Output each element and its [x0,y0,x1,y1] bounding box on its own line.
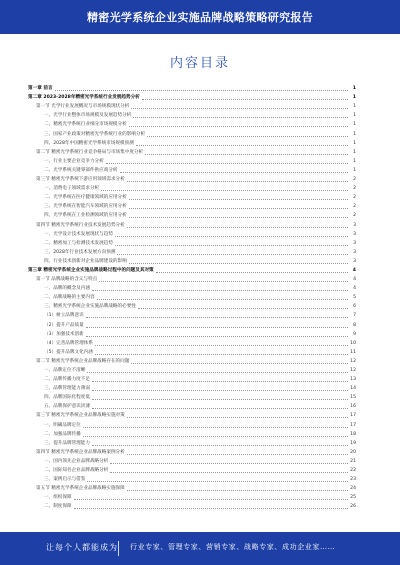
toc-entry[interactable] [28,193,356,202]
toc-leader-dots [99,280,348,282]
toc-page-number: 14 [350,386,356,392]
toc-leader-dots [110,462,348,464]
toc-page-number: 10 [350,340,356,346]
toc-entry[interactable] [28,284,356,293]
toc-entry[interactable] [28,348,356,357]
toc-entry-text: 二、制度保障 [44,504,72,510]
toc-page-number: 2 [353,204,356,210]
toc-entry-text: 三、2028年行业技术发展方向预测 [44,249,116,255]
toc-entry[interactable] [28,129,356,138]
toc-entry-text: （2）提升产品质量 [44,322,84,328]
toc-page-number: 2 [353,186,356,192]
toc-page-number: 1 [353,131,356,137]
toc-entry[interactable] [28,493,356,502]
toc-entry[interactable] [28,266,356,275]
toc-entry[interactable] [28,502,356,511]
toc-entry[interactable] [28,202,356,211]
toc-entry-text: 三、提升品牌管理能力 [44,440,90,446]
toc-leader-dots [92,444,348,446]
toc-page-number: 3 [353,222,356,228]
toc-entry[interactable] [28,220,356,229]
toc-entry-text: 三、光学系统在智能汽车领域的应用分析 [44,204,127,210]
header-bar [0,0,400,34]
toc-leader-dots [74,507,348,509]
toc-leader-dots [115,235,348,237]
toc-entry-text: 第四节 精密光学系统行业技术发展趋势分析 [36,222,125,228]
toc-leader-dots [92,398,348,400]
toc-page-number: 16 [350,404,356,410]
toc-leader-dots [138,307,348,309]
toc-entry-text: 第二节 精密光学系统企业品牌战略存在的问题 [36,358,130,364]
toc-leader-dots [117,253,348,255]
toc-leader-dots [129,262,348,264]
toc-entry-text: 一、国内领先企业品牌战略分析 [44,458,109,464]
toc-leader-dots [86,335,348,337]
toc-leader-dots [131,107,348,109]
toc-page-number: 4 [353,277,356,283]
toc-leader-dots [129,125,348,127]
toc-page-number: 19 [350,440,356,446]
toc-entry-text: 二、国际知名企业品牌战略分析 [44,468,109,474]
toc-leader-dots [92,289,348,291]
toc-entry-text: （3）加强技术创新 [44,331,84,337]
toc-entry-text: 第三章 精密光学系统企业实施品牌战略过程中的问题及其对策 [28,267,154,273]
toc-leader-dots [129,198,348,200]
toc-leader-dots [156,271,348,273]
toc-page-number: 12 [350,368,356,373]
toc-page-number: 1 [352,86,356,92]
toc-entry-text: 三、品牌管理能力薄弱 [44,386,90,392]
toc-entry[interactable] [28,166,356,175]
toc-entry[interactable] [28,430,356,439]
toc-entry-text: 一、光学行业整体市场规模及发展趋势分析 [44,113,132,119]
toc-entry[interactable] [28,457,356,466]
footer-roles: 行业专家、管理专家、营销专家、战略专家、成功企业家…… [130,543,336,551]
toc-page-number: 25 [350,495,356,501]
toc-entry-text: 二、精密光学系统行业细分市场规模分析 [44,122,127,128]
toc-entry-text: 第二节 精密光学系统行业竞争格局与市场集中度分析 [36,149,144,155]
toc-leader-dots [95,344,348,346]
toc-entry[interactable] [28,402,356,411]
toc-entry-text: 第一节 品牌战略的含义与特点 [36,277,98,283]
toc-entry[interactable] [28,293,356,302]
toc-page-number: 3 [353,240,356,246]
toc-entry[interactable] [28,139,356,148]
toc-page-number: 1 [353,149,356,155]
toc-entry-text: 第二章 2023-2028年精密光学系统行业发展趋势分析 [28,95,140,101]
toc-leader-dots [95,353,348,355]
toc-entry-text: 二、品牌传播力度不足 [44,377,90,383]
toc-entry[interactable] [28,84,356,93]
toc-page-number: 1 [353,140,356,146]
toc-page-number: 7 [353,313,356,319]
footer-slogan: 让每个人都能成为 [46,543,118,552]
toc-page-number: 5 [353,295,356,301]
toc-leader-dots [136,144,348,146]
toc-page-number: 12 [350,358,356,364]
toc-entry-text: 一、行业主要企业竞争力分析 [44,158,104,164]
report-title: 精密光学系统企业实施品牌战略策略研究报告 [87,11,313,24]
toc-entry[interactable] [28,420,356,429]
toc-entry[interactable] [28,411,356,420]
toc-page-number: 2 [353,177,356,183]
toc-leader-dots [55,89,348,91]
toc-leader-dots [127,180,348,182]
toc-entry-text: 四、光学系统在工业检测领域的应用分析 [44,213,127,219]
toc-entry-text: （4）完善品牌管理体系 [44,340,93,346]
toc-leader-dots [131,362,348,364]
toc-entry-text: 第三节 精密光学系统企业品牌战略实施对策 [36,413,125,419]
toc-entry[interactable] [28,230,356,239]
toc-entry-text: 四、品牌国际化程度低 [44,395,90,401]
toc-leader-dots [147,135,348,137]
toc-entry-text: 二、品牌战略的主要内容 [44,295,95,301]
toc-entry[interactable] [28,248,356,257]
toc-entry[interactable] [28,384,356,393]
toc-entry[interactable] [28,484,356,493]
toc-entry[interactable] [28,175,356,184]
toc-page-number: 24 [350,486,356,492]
toc-entry[interactable] [28,93,356,102]
toc-page-number: 26 [350,504,356,510]
toc-entry[interactable] [28,239,356,248]
toc-leader-dots [145,153,348,155]
toc-page-number: 17 [350,413,356,419]
toc-leader-dots [92,407,348,409]
toc-entry-text: 五、品牌保护意识淡薄 [44,404,90,410]
toc-leader-dots [92,380,348,382]
toc-entry-text: 一、光学设计技术发展现状与趋势 [44,231,113,237]
toc-page-number: 23 [350,477,356,483]
toc-entry-text: 三、案例启示与借鉴 [44,477,86,483]
toc-page-number: 1 [353,113,356,119]
toc-entry[interactable] [28,184,356,193]
toc-leader-dots [87,371,348,373]
toc-leader-dots [120,171,348,173]
toc-entry[interactable] [28,320,356,329]
toc-entry-text: 四、行业技术创新对企业品牌建设的影响 [44,258,127,264]
toc-entry-text: 三、国家产业政策对精密光学系统行业的影响分析 [44,131,146,137]
toc-entry[interactable] [28,302,356,311]
toc-entry-text: 三、精密光学系统企业实施品牌战略的必要性 [44,304,136,310]
table-of-contents [28,84,356,511]
toc-page-number: 18 [350,431,356,437]
toc-page-number: 21 [350,458,356,464]
toc-leader-dots [83,435,348,437]
toc-entry[interactable] [28,475,356,484]
toc-page-number: 3 [353,249,356,255]
toc-leader-dots [87,480,348,482]
toc-entry[interactable] [28,339,356,348]
toc-entry-text: 一、消费电子领域需求分析 [44,186,100,192]
toc-leader-dots [127,453,348,455]
toc-entry[interactable] [28,466,356,475]
toc-page-number: 8 [353,322,356,328]
toc-leader-dots [127,416,348,418]
toc-entry[interactable] [28,375,356,384]
toc-entry[interactable] [28,393,356,402]
toc-entry-text: 一、品牌定位不清晰 [44,368,86,373]
toc-entry[interactable] [28,366,356,375]
toc-leader-dots [115,244,348,246]
toc-entry[interactable] [28,102,356,111]
toc-page-number: 3 [353,258,356,264]
toc-entry-text: 一、品牌的概念及内涵 [44,286,90,292]
toc-page-number: 1 [352,95,356,101]
toc-page-number: 11 [350,349,356,355]
toc-leader-dots [74,498,348,500]
toc-entry[interactable] [28,257,356,266]
toc-entry[interactable] [28,311,356,320]
toc-leader-dots [86,316,348,318]
toc-page-number: 4 [352,267,356,273]
toc-leader-dots [97,298,348,300]
toc-leader-dots [92,389,348,391]
toc-page-number: 1 [353,104,356,110]
toc-leader-dots [110,471,348,473]
toc-leader-dots [129,216,348,218]
toc-entry-text: 一、组织保障 [44,495,72,501]
toc-entry-text: （5）提升品牌文化内涵 [44,349,93,355]
toc-page-number: 4 [353,286,356,292]
toc-page-number: 13 [350,377,356,383]
toc-entry-text: 二、精密加工与检测技术发展趋势 [44,240,113,246]
toc-entry[interactable] [28,275,356,284]
toc-entry-text: 第一节 光学行业发展概况与市场规模现状分析 [36,104,130,110]
toc-entry[interactable] [28,211,356,220]
toc-entry-text: 二、光学系统在医疗健康领域的应用分析 [44,195,127,201]
toc-leader-dots [86,326,348,328]
footer-bar [0,532,400,565]
toc-entry-text: 第三节 精密光学系统下游应用领域需求分析 [36,177,125,183]
toc-page-number: 6 [353,304,356,310]
toc-entry[interactable] [28,148,356,157]
toc-entry-text: （1）树立品牌意识 [44,313,84,319]
toc-page-number: 3 [353,231,356,237]
toc-entry-text: 二、光学系统关键零部件供应商分析 [44,167,118,173]
toc-leader-dots [142,98,348,100]
toc-page-number: 9 [353,331,356,337]
toc-page-number: 2 [353,195,356,201]
toc-leader-dots [133,116,348,118]
toc-page-number: 2 [353,213,356,219]
toc-entry[interactable] [28,357,356,366]
toc-page-number: 20 [350,449,356,455]
toc-page-number: 1 [353,158,356,164]
toc-entry[interactable] [28,120,356,129]
toc-leader-dots [127,226,348,228]
toc-leader-dots [127,489,348,491]
toc-title: 内容目录 [169,56,230,71]
footer-divider [118,541,119,556]
toc-leader-dots [129,207,348,209]
toc-page-number: 17 [350,422,356,428]
toc-entry[interactable] [28,448,356,457]
toc-page-number: 22 [350,468,356,474]
toc-leader-dots [106,162,348,164]
toc-entry-text: 一、明确品牌定位 [44,422,81,428]
toc-entry-text: 第一章 前言 [28,86,53,92]
toc-entry[interactable] [28,111,356,120]
toc-entry-text: 四、2028年中国精密光学系统市场规模预测 [44,140,134,146]
toc-leader-dots [83,426,348,428]
toc-leader-dots [101,189,348,191]
toc-entry[interactable] [28,330,356,339]
toc-page-number: 15 [350,395,356,401]
toc-entry-text: 二、加强品牌传播 [44,431,81,437]
toc-page-number: 1 [353,122,356,128]
toc-page-number: 1 [353,167,356,173]
toc-entry[interactable] [28,157,356,166]
toc-entry[interactable] [28,439,356,448]
toc-entry-text: 第四节 精密光学系统企业品牌战略案例分析 [36,449,125,455]
toc-entry-text: 第五节 精密光学系统企业品牌战略实施保障 [36,486,125,492]
